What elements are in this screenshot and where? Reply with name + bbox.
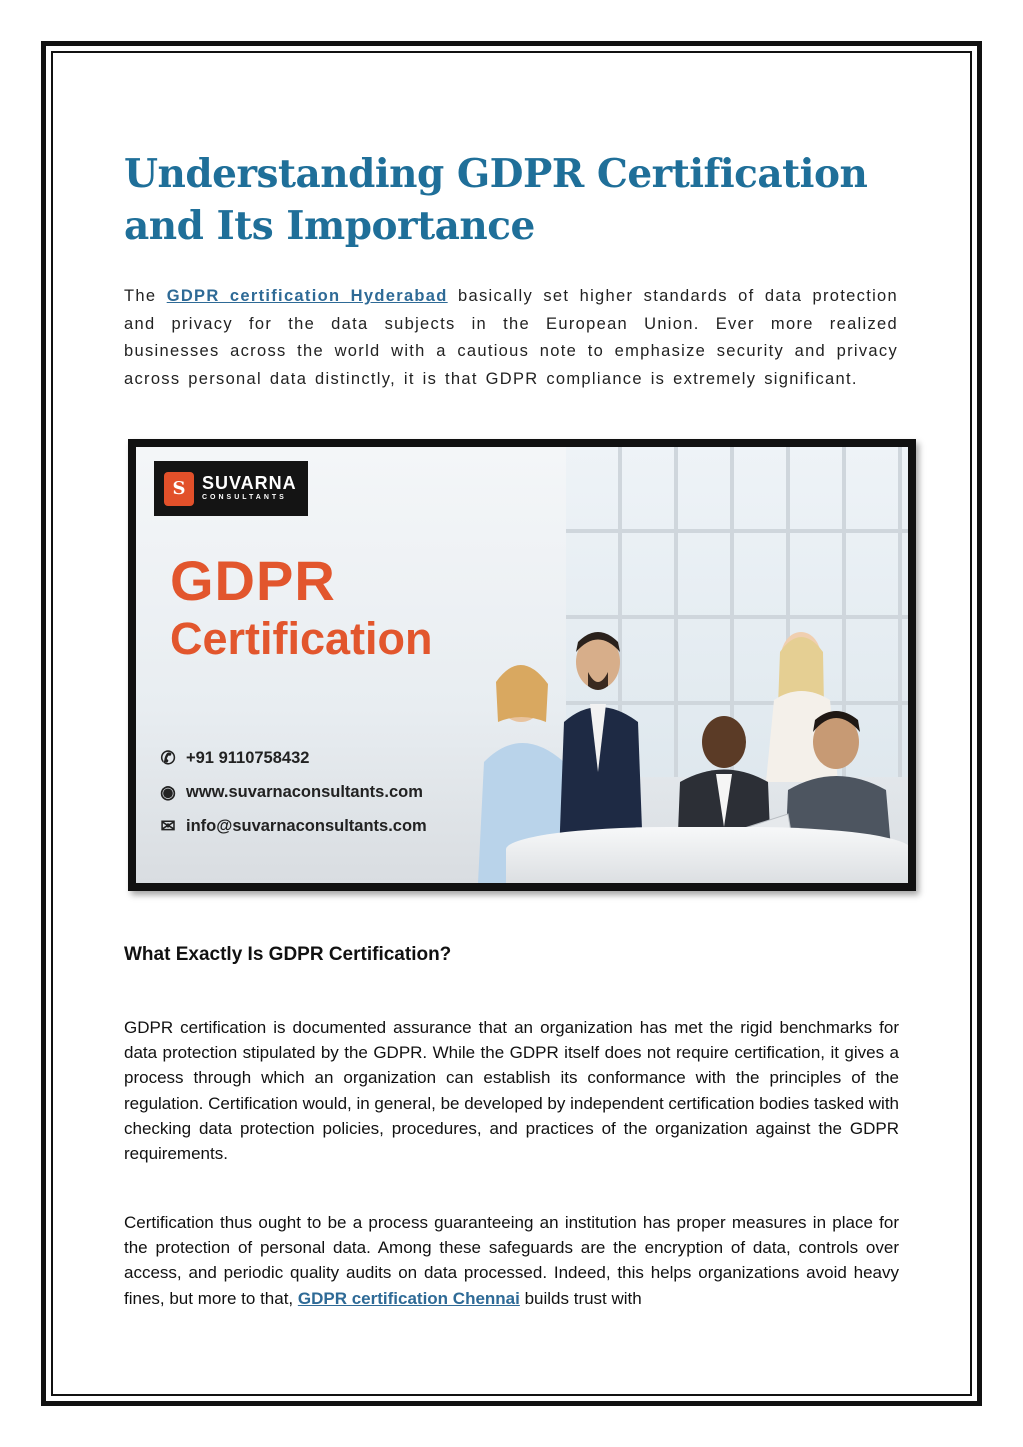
gdpr-hyderabad-link[interactable]: GDPR certification Hyderabad	[166, 287, 448, 305]
hero-phone	[156, 745, 309, 771]
logo-subtitle: CONSULTANTS	[202, 493, 287, 501]
website-url: www.suvarnaconsultants.com	[186, 782, 423, 801]
hero-banner-image	[128, 439, 916, 891]
paragraph-certification-process	[124, 1210, 899, 1311]
page-title: Understanding GDPR Certification and Its Importance	[124, 151, 868, 249]
paragraph-3-suffix: builds trust with	[519, 1288, 642, 1308]
hero-headline-line-2: Certification	[170, 613, 433, 664]
hero-headline	[170, 549, 433, 668]
logo-name: SUVARNA	[202, 472, 297, 493]
email-address: info@suvarnaconsultants.com	[186, 816, 427, 835]
hero-email	[156, 813, 427, 839]
paragraph-3-prefix: Certification thus ought to be a process guaranteeing an institution has proper measures in place for the protection of personal data. Among these safeguards are the encryption of data, controls over access, and periodic quality audits on data processed. Indeed, this helps organizations avoid heavy fines, but more to that,	[124, 1213, 899, 1308]
gdpr-chennai-link[interactable]: GDPR certification Chennai	[297, 1288, 520, 1308]
section-heading: What Exactly Is GDPR Certification?	[124, 944, 452, 965]
phone-icon: ✆	[160, 747, 176, 768]
logo-text	[202, 474, 297, 504]
email-icon: ✉	[160, 815, 176, 836]
paragraph-what-is-certification: GDPR certification is documented assurance that an organization has met the rigid benchmarks for data protection stipulated by the GDPR. While the GDPR itself does not require certification, it gives a process through which an organization can establish its conformance with the principles of the regulation. Certification would, in general, be developed by independent certification bodies tasked with checking data protection policies, procedures, and practices of the organization against the GDPR requirements.	[124, 1018, 899, 1164]
hero-headline-line-1: GDPR	[170, 549, 336, 612]
intro-prefix: The	[124, 287, 167, 305]
intro-paragraph	[124, 283, 898, 393]
intro-suffix: basically set higher standards of data protection and privacy for the data subjects in the European Union. Ever more realized businesses across the world with a cautious note to emphasize security and privacy across personal data distinctly, it is that GDPR compliance is extremely significant.	[124, 287, 898, 388]
logo-mark: S	[164, 472, 194, 506]
suvarna-logo	[154, 461, 308, 516]
hero-website	[156, 779, 423, 805]
meeting-table	[506, 827, 908, 883]
phone-number: +91 9110758432	[186, 748, 310, 767]
hero-banner-content	[136, 447, 908, 883]
globe-icon: ◉	[160, 781, 176, 802]
